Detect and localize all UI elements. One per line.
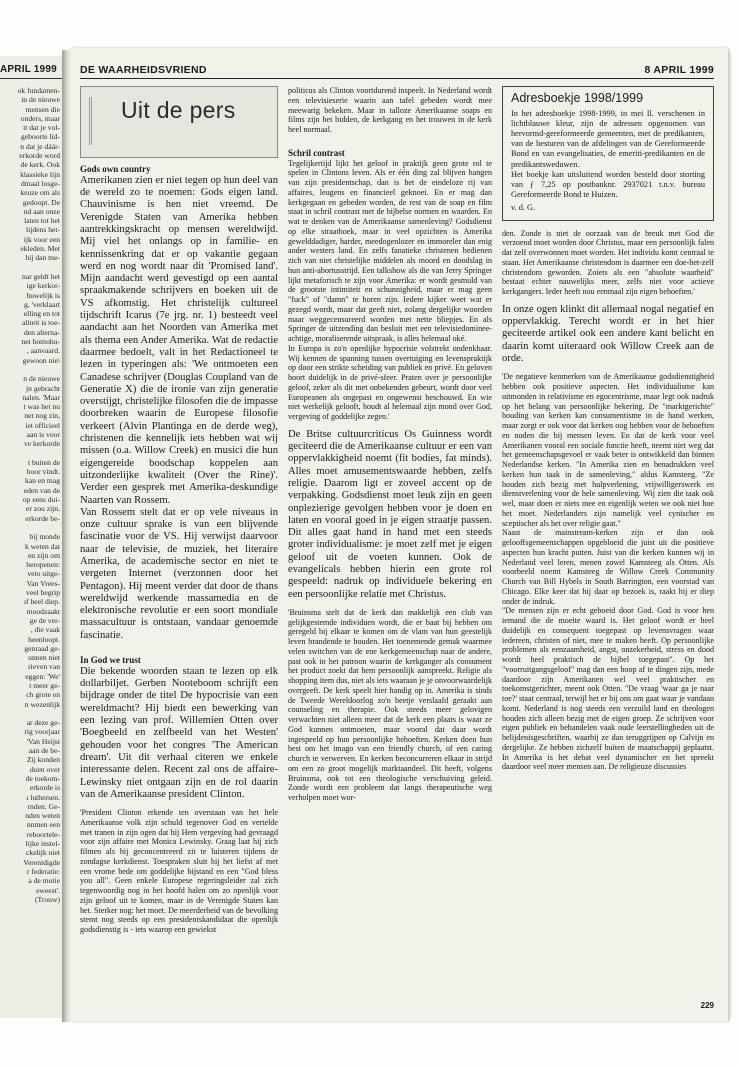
previous-page-line: erkorde be-	[25, 513, 60, 523]
page-edge-shadow	[728, 52, 732, 1018]
previous-page-line: reboortele-	[26, 829, 60, 839]
previous-page-line: t was het nu	[23, 402, 60, 412]
previous-page-line: n dat je dáár-	[20, 141, 60, 151]
previous-page-line: kan en mag	[24, 476, 60, 486]
previous-page-line: heropenen:	[26, 560, 60, 570]
page-number: 229	[700, 1001, 714, 1010]
column-2	[288, 86, 492, 803]
previous-page-line: de toekom-	[25, 773, 60, 783]
previous-page-line: net nog zin,	[24, 411, 60, 421]
previous-page-line: aan is voor	[26, 429, 60, 439]
previous-page-line: r federatie:	[26, 866, 60, 876]
previous-page-line: erkorde is	[29, 783, 60, 793]
quoted-paragraph: Tegelijkertijd lijkt het geloof in praktijk geen grote rol te spelen in Clintons leven. Als er één ding zal blijven hangen van zijn presidentschap, dan is het de eindeloze rij van affaires, leugens en financieel geknoei. En er mag dan kerkgegaan en gebeden worden, de rest van de soap en film staat in schril contrast met de bijbelse normen en waarden. En wat te denken van de Amerikaanse samenleving? Godsdienst op elke straathoek, maar in veel opzichten is Amerika gewelddadiger, harder, meedogenlozer en immoreler dan enig ander westers land. En zelfs fanatieke christenen bedienen zich van niet christelijke middelen als moord en doodslag in hun anti-abortusstrijd. Een talkshow als die van Jerry Springer lijkt metaforisch te zijn voor Amerika: er wordt gesmuld van de grootste intimiteit en schunnigheid, maar er mag geen "fuck" of "damn" te horen zijn. Iedere kijker weet wat er gezegd wordt, maar dat geeft niet, zolang dergelijke woorden maar weggecensureerd worden met nette bliepjes. En als Springer de uitzending dan besluit met een televisiedominee-achtige, moraliserende uitspraak, is alles helemaal oké.	[288, 158, 492, 344]
previous-page-line: veel begrip	[26, 588, 60, 598]
adresboekje-signature: v. d. G.	[511, 203, 536, 213]
previous-page-line: net homohu-	[21, 337, 60, 347]
previous-page-line: nnmen een	[26, 820, 60, 830]
heading-gods-own-country: Gods own country	[80, 164, 151, 174]
quoted-paragraph: 'Bruinsma stelt dat de kerk dan makkelijk een club van gelijkgestemde individuen wordt, die er baat bij hebben om geregeld bij elkaar te komen om de vlam van hun geestelijk leven brandende te houden. Het toenemende gemak waarmee velen switchen van de ene kerkgemeenschap naar de andere, past ook in het patroon waarin de kerkganger als consument het product zoekt dat hem persoonlijk aanspreekt. Religie als shopping item dus, niet als iets waaraan je je onvoorwaardelijk overgeeft. De kerk speelt hier handig op in. Amerika is sinds de Tweede Wereldoorlog zo'n beetje verslaafd geraakt aan counseling en therapie. Ook steeds meer gelovigen verwachten niet alleen meer dat de kerk een plaats is waar ze God kunnen ontmoeten, maar vooral dat daar wordt ingespeeld op hun persoonlijke behoeften. Kerken doen hun best om het imago van een friendly church, of een caring church te verwerven. En kerken beconcurreren elkaar in strijd om een zo groot mogelijk marktaandeel. Dit heeft, volgens Bruinsma, ook tot een theologische verschuiving geleid. Zonde wordt een probleem dat langs therapeutische weg verholpen moet wor-	[288, 607, 492, 803]
column-title: Uit de pers	[121, 97, 236, 123]
publication-name: DE WAARHEIDSVRIEND	[80, 64, 207, 76]
previous-page-line: in de nieuwe	[21, 95, 60, 105]
previous-page-line: ige kerkor-	[26, 281, 60, 291]
previous-page-line: elling en tot	[23, 309, 60, 319]
previous-page-line: unnen niet	[28, 653, 60, 663]
previous-page-line: nden weten	[25, 811, 60, 821]
previous-page-line: (Trouw)	[34, 894, 60, 904]
previous-page-line: ıf heel diep.	[23, 597, 60, 607]
previous-page-line: en zijn om	[27, 550, 60, 560]
article-paragraph: Van Rossem stelt dat er op vele niveaus in onze cultuur sprake is van een blijvende fascinatie voor de VS. Hij verwijst daarvoor naar de televisie, de muziek, het literaire Amerika, de academische sector en niet te vergeten Internet (verzonnen door het Pentagon). Hij meent verder dat door de thans wereldwijd werkende massamedia en de elektronische revolutie er een soort mondiale massacultuur is ontstaan, vandaar genoemde fascinatie.	[80, 506, 278, 641]
article-paragraph: Die bekende woorden staan te lezen op elk dollarbiljet. Gerben Nooteboom schrijft een bijdrage onder de titel De hypocrisie van een wereldmacht? Hij biedt een bewerking van een lezing van prof. Willemien Otten over 'Boegbeeld en zelfbeeld van het Westen' gehouden voor het congres 'The American dream'. Uit dit verhaal citeren we enkele interessante delen. Recent zal ons de affaire-Lewinsky niet ontgaan zijn en de rol daarin van de Amerikaanse president Clinton.	[80, 665, 278, 800]
previous-page-line: Zij konden	[26, 755, 60, 765]
page-header	[80, 64, 714, 79]
previous-page-line: geboorte lid-	[20, 132, 60, 142]
previous-page-line: mensen die	[25, 104, 60, 114]
previous-page-line: moodzaakt	[26, 606, 60, 616]
previous-page-line: lijdens het-	[26, 225, 60, 235]
adresboekje-order-text: Het boekje kan uitsluitend worden besteld door storting van ƒ 7,25 op postbanknr. 2937021 t.n.v. bureau Gereformeerde Bond te Huizen.	[511, 169, 705, 200]
previous-page-line: t meer ge-	[29, 681, 60, 690]
previous-page-line: erkorde word	[19, 151, 60, 161]
previous-page-line: op eens dui-	[22, 495, 60, 505]
previous-page-edge	[0, 56, 63, 1018]
adresboekje-title: Adresboekje 1998/1999	[511, 91, 644, 105]
previous-page-line: ar deze ge-	[26, 718, 60, 728]
column-3	[502, 86, 714, 772]
previous-page-line: rieven van	[28, 662, 60, 672]
previous-page-line: Van Vrees-	[26, 578, 60, 588]
previous-page-line: rnden. Ge-	[27, 801, 60, 811]
previous-page-line: lijke instel-	[25, 839, 60, 849]
previous-page-line: gewoon nie\	[22, 355, 60, 365]
newspaper-page	[70, 48, 728, 1022]
adresboekje-text: In het adresboekje 1998-1999, in mei ll. verschenen in lichtblauwe kleur, zijn de adressen opgenomen van hervormd-gereformeerde gemeenten, met de predikanten, van de besturen van de afdelingen van de Gereformeerde Bond en van evangelisaties, de emeriti-predikanten en de predikantsweduwen.	[511, 108, 705, 169]
previous-page-line: ekleden. Met	[20, 244, 60, 254]
previous-page-line: keuze om als	[20, 188, 60, 198]
column-title-box	[80, 86, 278, 158]
previous-page-line: 'Van Heijst	[26, 736, 60, 746]
adresboekje-notice-box	[502, 86, 714, 221]
quoted-paragraph: "De mensen zijn er echt geboeid door God. God is voor hen iemand die de moeite waard is. Het geloof wordt er heel duidelijk en consequent toegepast op levensvragen waar iedereen, christen of niet, mee te maken heeft. Op persoonlijke problemen als eenzaamheid, angst, onzekerheid, stress en dood wordt heel praktisch de bijbel toegepast". Op het "voorruitgangsgeloof" mag dan een hoop af te dingen zijn, mede daardoor zijn Amerikanen wel veel praktischer en toekomstgerichter, meent ook Otten. "De vraag 'waar ga je naar toe?' staat centraal, terwijl het er bij ons om gaat waar je vandaan komt. Nederland is nog steeds een verzuild land en theologen houden zich alleen bezig met de eigen groep. Ze schrijven voor eigen publiek en behandelen vaak oude leerstellingheden uit de belijdenisgeschriften, waarbij ze dan teruggrijpen op Calvijn en dergelijke. Ze hebben zichzelf buiten de maatschappij geplaatst. In Amerika is het debat veel dynamischer en het spreekt daardoor veel meer mensen aan. De religieuze discussies	[502, 606, 714, 772]
previous-page-line	[0, 263, 60, 272]
previous-page-line: , aanvaard.	[26, 346, 60, 356]
quoted-paragraph: 'De negatieve kenmerken van de Amerikaanse godsdienstigheid hebben ook positieve aspecten. Het individualisme kan uitmonden in relativisme en egocentrisme, maar legt ook nadruk op het belang van persoonlijke bekering. De "marktgerichte" houding van kerken kan consumentisme in de hand werken, maar zorgt er ook voor dat kerken oog hebben voor de behoeften en noden die bij mensen leven. En dat de kerk voor veel Amerikanen vooral een sociale functie heeft, neemt niet weg dat het gemeenschapsgevoel er vaak beter is ontwikkeld dan binnen Nederlandse kerken. "In Amerika zien en benadrukken veel kerken hun taak in de samenleving," aldus Kamsteeg. "Ze houden zich bezig met hulpverlening, vrijwilligerswerk en dienstverlening voor de hele samenleving. Wij zien die taak ook wel, maar doen er niets mee en eigenlijk weten we ook niet hoe het moet. Nederlanders zijn namelijk veel cynischer en sceptischer als het over religie gaat."	[502, 372, 714, 528]
previous-page-line: eggen: 'We'	[25, 671, 60, 681]
previous-page-line: laten tot het	[24, 216, 60, 226]
previous-page-line: onders, maar	[20, 113, 60, 123]
previous-page-line: ijk voor een	[23, 234, 60, 244]
previous-page-text	[0, 86, 60, 904]
issue-date: 8 APRIL 1999	[644, 64, 714, 76]
previous-page-line: ve kerkorde	[23, 439, 60, 449]
previous-page-line: n wezenlijk	[24, 699, 60, 709]
previous-page-line: aliteit is toe-	[22, 318, 60, 328]
book-gutter	[62, 50, 70, 1022]
previous-page-header: APRIL 1999	[0, 64, 62, 79]
quoted-paragraph: 'President Clinton erkende ten overstaan van het hele Amerikaanse volk zijn schuld tegenover God en vertelde met tranen in zijn ogen dat hij Hem vergeving had gevraagd voor zijn affaire met Monica Lewinsky. Graag laat hij zich filmen als hij geconcentreerd zit te luisteren tijdens de zondagse kerkdienst. Toespraken sluit hij het liefst af met een vrome bede om goddelijke bijstand en een "God bless you all". Geen enkele Europese regeringsleider zal zich tegenwoordig nog in het hoofd halen om zo openlijk voor zijn geloof uit te komen, maar in de Verenigde Staten kan het. Sterker nog: het moet. De meerderheid van de bevolking stemt nog steeds op een presidentskandidaat die openlijk godsdienstig is - iets waarop een gewiekst	[80, 808, 278, 935]
previous-page-line: hoor vindt.	[26, 467, 60, 477]
heading-in-god-we-trust: In God we trust	[80, 655, 141, 666]
article-paragraph: Amerikanen zien er niet tegen op hun deel van de wereld zo te noemen: Gods eigen land. Chauvinisme is hen niet vreemd. De Verenigde Staten van Amerika hebben aantrekkingskracht op mensen wereldwijd. Mij viel het onlangs op in familie- en kennissenkring dat er op vakantie gegaan werd en nog wordt naar dit 'Promised land'. Mijn aandacht werd gevestigd op een aantal spraakmakende schrijvers en boeken uit de VS afkomstig. Het christelijk cultureel tijdschrift Icarus (7e jrg. nr. 1) besteedt veel aandacht aan het Noorden van Amerika met als thema een Ander Amerika. Wat de redactie daarmee bedoelt, valt in het Redactioneel te lezen in typeringen als: 'We ontmoeten een Canadese schrijver (Douglas Coupland van de Generatie X) die de ironie van zijn generatie overstijgt, christelijke filosofen die de impasse doorbreken waarin de Europese filosofie verkeert (Alvin Plantinga en de derde weg), christenen die kennelijk iets hebben wat wij missen (o.a. Willow Creek) en musici die hun eigengereide boodschap koppelen aan uitzonderlijke kwaliteit (Over the Rine)'. Verder een gesprek met Amerika-deskundige Naarten van Rossem.	[80, 174, 278, 506]
previous-page-line: hij dan me-	[25, 253, 60, 263]
previous-page-line: ok fundamen-	[17, 86, 60, 95]
column-1	[80, 86, 278, 935]
quoted-paragraph: In Europa is zo'n openlijke hypocrisie volstrekt ondenkbaar. Wij kennen de spanning tussen overtuiging en levenspraktijk op door een strikte scheiding van publiek en privé. En geloven hoort duidelijk in de privé-sfeer. Praten over je persoonlijke geloof, zeker als dit met onbekenden gebeurt, wordt door veel Europeanen als ongepast en ongewenst beschouwd. En wie niet werkelijk gelooft, houdt al helemaal zijn mond over God, vergeving of goddelijke zegen.'	[288, 343, 492, 422]
previous-page-line: nalen. 'Maar	[22, 392, 60, 402]
previous-page-line: den alterna-	[23, 327, 60, 337]
previous-page-line: Verenidigde	[23, 857, 60, 867]
previous-page-line: gedoopt. De	[22, 197, 60, 207]
article-paragraph: De Britse cultuurcriticus Os Guinness wordt geciteerd die de Amerikaanse cultuur er een van oppervlakkigheid noemt (fit bodies, fat minds). Alles moet amusementswaarde hebben, zelfs religie. Daarom ligt er zoveel accent op de verpakking. Godsdienst moet leuk zijn en geen onplezierige gevolgen hebben voor je doen en laten en vooral goed in je eigen straatje passen. Dit alles gaat hand in hand met een steeds groter individualisme: je moet zelf met je eigen geloof uit de voeten kunnen. Ook de evangelicals hebben hierin een grote rol gespeeld: nadruk op individuele bekering en een persoonlijke relatie met Christus.	[288, 428, 492, 600]
previous-page-line	[0, 523, 60, 532]
previous-page-line: g, 'verklaart	[24, 299, 60, 309]
previous-page-line: n de nieuwe	[23, 374, 60, 384]
previous-page-line: nd aan onze	[23, 206, 60, 216]
previous-page-line: , die vaak	[30, 625, 60, 635]
previous-page-line: dmaal losge-	[20, 178, 60, 188]
quoted-paragraph: politicus als Clinton voortdurend inspeelt. In Nederland wordt een televisieserie waarin aan tafel gebeden wordt mee meewarig bekeken. Maar in talloze Amerikaanse soaps en films zijn het bidden, de kerkgang en het trouwen in de kerk heel normaal.	[288, 86, 492, 134]
previous-page-line: a de motie	[28, 876, 60, 886]
previous-page-line: er zou zijn.	[26, 504, 60, 514]
previous-page-line: it dat je vol-	[23, 123, 60, 133]
previous-page-line	[0, 449, 60, 458]
previous-page-line: eden van de	[23, 485, 60, 495]
previous-page-line: eweest'.	[36, 885, 60, 895]
previous-page-line: jn gebracht	[26, 383, 60, 393]
article-paragraph: In onze ogen klinkt dit allemaal nogal negatief en oppervlakkig. Terecht wordt er in het hier geciteerde artikel ook een andere kant belicht en daarin komt uiteraard ook Willow Creek aan de orde.	[502, 303, 714, 365]
previous-page-line: de kerk. Ook	[20, 160, 60, 170]
title-ornament	[89, 97, 106, 145]
previous-page-line: ch grote en	[26, 690, 60, 700]
previous-page-line: ge de ver-	[29, 615, 60, 625]
heading-schril-contrast: Schril contrast	[288, 147, 345, 158]
previous-page-line: veto uitge-	[27, 569, 60, 579]
previous-page-line: rig voorjaar	[24, 727, 60, 737]
quoted-paragraph: Naast de mainstream-kerken zijn er dan ook gelooffsgemeenschappen opgebloeid die juist uit die positieve aspecten hun kracht putten. Juist van die kerken kunnen wij in Nederland veel leren, menen zowel Kamsteeg als Otten. Als voorbeeld noemt Kamsteeg de Willow Creek Community Church van Bill Hybels in South Barrington, een voorstad van Chicago. Elke keer dat hij daar op bezoek is, raakt hij er diep onder de indruk.	[502, 528, 714, 606]
previous-page-line: ckelijk niet	[26, 848, 60, 858]
previous-page-line: aan de be-	[28, 746, 60, 756]
previous-page-line: huwelijk is	[26, 290, 60, 300]
previous-page-line: nar geldt het	[22, 271, 60, 281]
previous-page-line: doen over	[29, 764, 60, 774]
previous-page-line: t buiten de	[27, 457, 60, 467]
previous-page-line: genraad ge-	[24, 643, 60, 653]
quoted-paragraph: den. Zonde is niet de oorzaak van de breuk met God die verzoend moet worden door Christus, maar een persoonlijk falen dat zelf overwonnen moet worden. Het individu komt centraal te staan. Het Amerikaanse christendom is daarmee een doe-het-zelf christendom geworden. Zoiets als een "absolute waarheid" bestaat echter nauwelijks meer, zelfs niet voor actieve kerkgangers. Ieder heeft nou eenmaal zijn eigen behoeften.'	[502, 228, 714, 297]
previous-page-line: ı luthersen.	[26, 792, 60, 802]
previous-page-line	[0, 365, 60, 374]
previous-page-line: klassieke lijn	[20, 169, 60, 179]
previous-page-line: bij monde	[29, 532, 60, 542]
previous-page-line: iet officieel	[25, 420, 60, 430]
previous-page-line: k weten dat	[24, 541, 60, 551]
previous-page-line	[0, 709, 60, 718]
previous-page-line: heenloopt.	[28, 634, 60, 644]
